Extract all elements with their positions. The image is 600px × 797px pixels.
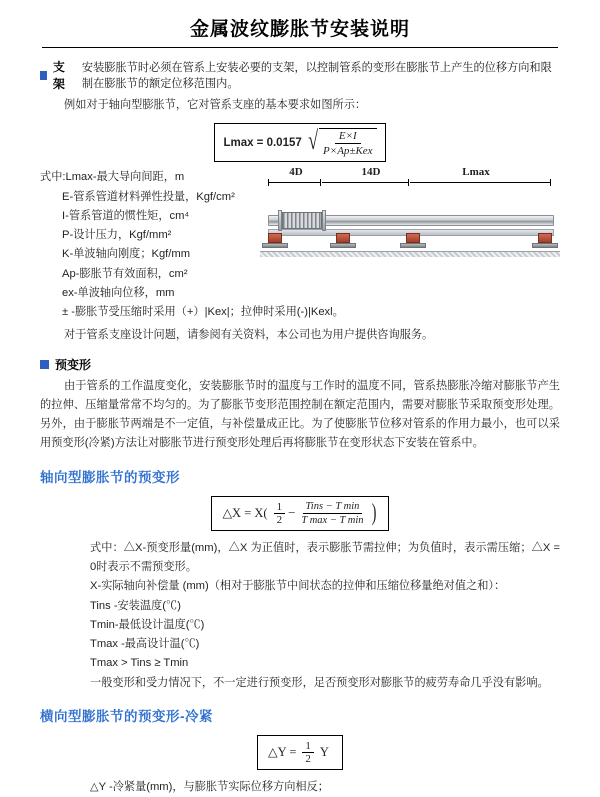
axial-half-den: 2 xyxy=(276,513,283,526)
lateral-half-num: 1 xyxy=(302,740,314,753)
section-heading-predeform xyxy=(40,356,560,373)
axial-temp-fraction xyxy=(298,501,366,526)
axial-line-3: Tins -安装温度(℃) xyxy=(90,599,181,612)
flange-right-icon xyxy=(322,210,326,231)
support-anchor-4 xyxy=(532,233,558,251)
axial-line-4: Tmin-最低设计温度(℃) xyxy=(90,618,205,631)
lmax-numerator: E×I xyxy=(335,130,361,144)
document-content xyxy=(0,58,600,797)
lateral-formula xyxy=(40,735,560,770)
axial-temp-num: Tins − T min xyxy=(303,501,363,514)
legend-line-1: 式中:Lmax-最大导向间距，m xyxy=(40,171,185,184)
lateral-lines xyxy=(40,778,560,797)
lateral-half-fraction xyxy=(302,740,314,765)
legend-line-3: I-管系管道的惯性矩，cm⁴ xyxy=(62,209,190,222)
lmax-formula-lhs: Lmax = 0.0157 xyxy=(223,136,302,149)
lmax-denominator: P×Ap±Kex xyxy=(323,145,373,158)
page-title: 金属波纹膨胀节安装说明 xyxy=(189,19,410,40)
section-heading-support xyxy=(40,58,560,92)
diagram-label-lmax: Lmax xyxy=(462,166,490,179)
pipe-illustration xyxy=(260,189,560,261)
title-divider xyxy=(42,47,558,48)
support-anchor-3 xyxy=(400,233,426,251)
section-heading-lateral: 横向型膨胀节的预变形-冷紧 xyxy=(40,708,213,724)
blue-square-bullet-icon-2 xyxy=(40,360,49,369)
legend-line-4: P-设计压力，Kgf/mm² xyxy=(62,229,172,242)
document-page xyxy=(0,14,600,793)
support-anchor-2 xyxy=(330,233,356,251)
axial-temp-den: T max − T min xyxy=(301,514,364,526)
axial-half-num: 1 xyxy=(274,501,286,514)
lmax-formula xyxy=(185,123,415,162)
axial-formula-box xyxy=(211,496,388,531)
predeform-para-1: 由于管系的工作温度变化，安装膨胀节时的温度与工作时的温度不同，管系热膨胀冷缩对膨胀节产生的拉伸、压缩量常常不均匀的。为了膨胀节变形范围控制在额定范围内，需要对膨胀节采取预变形处理。另外，由于膨胀节两端是不一定值，与补偿量成正比。为了使膨胀节位移对管系的作用力最小，也可以采用预变形(冷紧)方法让对膨胀节进行预变形处理后再将膨胀节在变形状态下安装在管系中。 xyxy=(40,379,560,450)
sqrt-sign-icon: √ xyxy=(307,126,318,156)
diagram-dimension-labels xyxy=(260,166,560,178)
legend-line-6: Ap-膨胀节有效面积，cm² xyxy=(62,267,188,280)
pipe-support-diagram xyxy=(260,166,560,281)
section-heading-axial: 轴向型膨胀节的预变形 xyxy=(40,469,180,485)
ground-hatching xyxy=(260,251,560,257)
lateral-formula-rhs: Y xyxy=(319,744,329,759)
lateral-line-1: △Y -冷紧量(mm)，与膨胀节实际位移方向相反； xyxy=(90,780,329,793)
axial-formula-lhs: △X = X( xyxy=(222,506,268,521)
legend-line-7: ex-单波轴向位移，mm xyxy=(62,286,175,299)
support-note: 对于管系支座设计问题，请参阅有关资料，本公司也为用户提供咨询服务。 xyxy=(64,329,434,342)
lateral-formula-lhs: △Y = xyxy=(268,745,297,760)
support-anchor-1 xyxy=(262,233,288,251)
diagram-dimension-lines xyxy=(260,178,560,187)
lmax-formula-box xyxy=(214,123,385,162)
axial-formula xyxy=(40,496,560,531)
support-para-2: 例如对于轴向型膨胀节，它对管系支座的基本要求如图所示： xyxy=(64,99,367,111)
axial-line-2: X-实际轴向补偿量 (mm)（相对于膨胀节中间状态的拉伸和压缩位移量绝对值之和）： xyxy=(90,580,506,593)
axial-line-7: 一般变形和受力情况下，不一定进行预变形，足否预变形对膨胀节的疲劳寿命几乎没有影响。 xyxy=(90,676,549,689)
lateral-formula-box xyxy=(257,735,343,770)
axial-line-6: Tmax > Tins ≥ Tmin xyxy=(90,657,189,670)
blue-square-bullet-icon xyxy=(40,71,47,80)
axial-line-1: 式中：△X-预变形量(mm)，△X 为正值时，表示膨胀节需拉伸；为负值时，表示需压缩；△X = 0时表示不需预变形。 xyxy=(90,541,560,573)
axial-close-paren: ) xyxy=(371,500,376,527)
lateral-half-den: 2 xyxy=(305,752,311,765)
axial-half-fraction xyxy=(274,501,286,526)
legend-line-2: E-管系管道材料弹性投量，Kgf/cm² xyxy=(62,190,235,203)
axial-minus-sign: − xyxy=(288,505,296,521)
legend-line-5: K-单波轴向刚度；Kgf/mm xyxy=(62,248,191,261)
legend-line-8: ± -膨胀节受压缩时采用（+）|Kex|；拉伸时采用(-)|Kexl。 xyxy=(62,306,344,319)
sqrt-group xyxy=(306,128,377,157)
diagram-label-4d: 4D xyxy=(289,166,303,179)
bellows-expansion-joint-icon xyxy=(282,212,322,229)
diagram-label-14d: 14D xyxy=(361,166,381,179)
axial-line-5: Tmax -最高设计温(℃) xyxy=(90,638,200,651)
section-heading-predeform-label: 预变形 xyxy=(55,357,92,372)
axial-lines xyxy=(40,539,560,693)
support-para-1: 安装膨胀节时必须在管系上安装必要的支架，以控制管系的变形在膨胀节上产生的位移方向和限制在膨胀节的额定位移范围内。 xyxy=(81,62,552,90)
lmax-fraction xyxy=(319,128,377,157)
section-heading-support-label: 支架 xyxy=(52,60,65,91)
